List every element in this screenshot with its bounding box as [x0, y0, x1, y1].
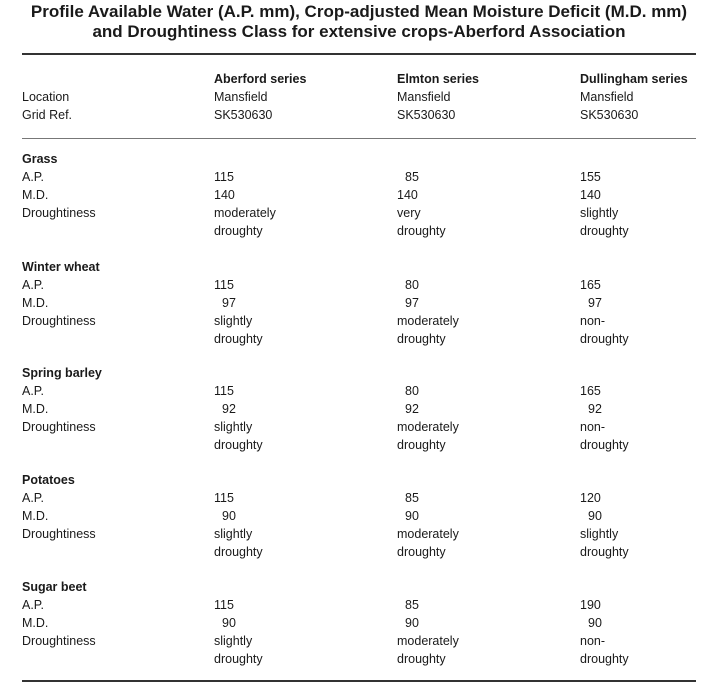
- ap-label: A.P.: [22, 278, 45, 292]
- dullingham-md-value: 90: [588, 616, 602, 630]
- dullingham-droughtiness-line-1: non-: [580, 420, 606, 434]
- aberford-droughtiness-line-2: droughty: [214, 332, 263, 346]
- ap-label: A.P.: [22, 384, 45, 398]
- dullingham-grid-ref: SK530630: [580, 108, 639, 122]
- dullingham-ap-value: 190: [580, 598, 601, 612]
- elmton-md-value: 90: [405, 509, 419, 523]
- md-label: M.D.: [22, 296, 49, 310]
- elmton-droughtiness-line-2: droughty: [397, 224, 446, 238]
- aberford-droughtiness-line-2: droughty: [214, 652, 263, 666]
- elmton-grid-ref: SK530630: [397, 108, 456, 122]
- elmton-location: Mansfield: [397, 90, 451, 104]
- droughtiness-label: Droughtiness: [22, 314, 96, 328]
- aberford-droughtiness-line-1: slightly: [214, 420, 253, 434]
- dullingham-md-value: 90: [588, 509, 602, 523]
- droughtiness-label: Droughtiness: [22, 206, 96, 220]
- elmton-md-value: 90: [405, 616, 419, 630]
- dullingham-droughtiness-line-1: slightly: [580, 206, 619, 220]
- dullingham-ap-value: 120: [580, 491, 601, 505]
- dullingham-location: Mansfield: [580, 90, 634, 104]
- aberford-ap-value: 115: [214, 384, 234, 398]
- table-title-line-2: and Droughtiness Class for extensive crops-Aberford Association: [92, 22, 626, 41]
- elmton-ap-value: 85: [405, 491, 419, 505]
- elmton-ap-value: 85: [405, 598, 419, 612]
- top-rule: [22, 53, 696, 55]
- ap-label: A.P.: [22, 491, 45, 505]
- dullingham-droughtiness-line-2: droughty: [580, 224, 629, 238]
- md-label: M.D.: [22, 402, 49, 416]
- aberford-md-value: 92: [222, 402, 236, 416]
- elmton-droughtiness-line-1: moderately: [397, 527, 459, 541]
- dullingham-droughtiness-line-2: droughty: [580, 545, 629, 559]
- ap-label: A.P.: [22, 598, 45, 612]
- droughtiness-label: Droughtiness: [22, 634, 96, 648]
- elmton-md-value: 92: [405, 402, 419, 416]
- ap-label: A.P.: [22, 170, 45, 184]
- crop-name: Spring barley: [22, 366, 102, 380]
- aberford-ap-value: 115: [214, 170, 234, 184]
- aberford-ap-value: 115: [214, 598, 234, 612]
- dullingham-md-value: 140: [580, 188, 601, 202]
- md-label: M.D.: [22, 509, 49, 523]
- table-title-line-1: Profile Available Water (A.P. mm), Crop-adjusted Mean Moisture Deficit (M.D. mm): [30, 2, 688, 21]
- elmton-droughtiness-line-1: moderately: [397, 314, 459, 328]
- elmton-md-value: 97: [405, 296, 419, 310]
- dullingham-ap-value: 165: [580, 278, 601, 292]
- column-header-aberford: Aberford series: [214, 72, 307, 86]
- aberford-md-value: 97: [222, 296, 236, 310]
- elmton-droughtiness-line-2: droughty: [397, 652, 446, 666]
- elmton-droughtiness-line-2: droughty: [397, 438, 446, 452]
- aberford-location: Mansfield: [214, 90, 268, 104]
- elmton-droughtiness-line-2: droughty: [397, 545, 446, 559]
- aberford-md-value: 90: [222, 616, 236, 630]
- dullingham-droughtiness-line-1: non-: [580, 314, 606, 328]
- dullingham-droughtiness-line-1: non-: [580, 634, 606, 648]
- aberford-ap-value: 115: [214, 491, 234, 505]
- aberford-ap-value: 115: [214, 278, 234, 292]
- header-rule: [22, 138, 696, 139]
- elmton-droughtiness-line-2: droughty: [397, 332, 446, 346]
- elmton-md-value: 140: [397, 188, 418, 202]
- droughtiness-label: Droughtiness: [22, 527, 96, 541]
- dullingham-ap-value: 165: [580, 384, 601, 398]
- column-header-elmton: Elmton series: [397, 72, 479, 86]
- dullingham-md-value: 97: [588, 296, 602, 310]
- elmton-ap-value: 80: [405, 384, 419, 398]
- dullingham-droughtiness-line-2: droughty: [580, 438, 629, 452]
- elmton-ap-value: 80: [405, 278, 419, 292]
- crop-name: Potatoes: [22, 473, 75, 487]
- aberford-md-value: 90: [222, 509, 236, 523]
- bottom-rule: [22, 680, 696, 682]
- droughtiness-label: Droughtiness: [22, 420, 96, 434]
- elmton-droughtiness-line-1: moderately: [397, 420, 459, 434]
- aberford-droughtiness-line-1: slightly: [214, 634, 253, 648]
- elmton-ap-value: 85: [405, 170, 419, 184]
- crop-name: Sugar beet: [22, 580, 87, 594]
- dullingham-ap-value: 155: [580, 170, 601, 184]
- elmton-droughtiness-line-1: moderately: [397, 634, 459, 648]
- elmton-droughtiness-line-1: very: [397, 206, 421, 220]
- dullingham-droughtiness-line-1: slightly: [580, 527, 619, 541]
- dullingham-droughtiness-line-2: droughty: [580, 652, 629, 666]
- column-header-dullingham: Dullingham series: [580, 72, 688, 86]
- aberford-droughtiness-line-1: moderately: [214, 206, 276, 220]
- aberford-grid-ref: SK530630: [214, 108, 273, 122]
- dullingham-droughtiness-line-2: droughty: [580, 332, 629, 346]
- md-label: M.D.: [22, 616, 49, 630]
- grid-ref-label: Grid Ref.: [22, 108, 73, 122]
- aberford-droughtiness-line-1: slightly: [214, 527, 253, 541]
- aberford-droughtiness-line-2: droughty: [214, 438, 263, 452]
- aberford-md-value: 140: [214, 188, 235, 202]
- md-label: M.D.: [22, 188, 49, 202]
- aberford-droughtiness-line-2: droughty: [214, 224, 263, 238]
- location-label: Location: [22, 90, 70, 104]
- crop-name: Winter wheat: [22, 260, 100, 274]
- aberford-droughtiness-line-1: slightly: [214, 314, 253, 328]
- crop-name: Grass: [22, 152, 58, 166]
- dullingham-md-value: 92: [588, 402, 602, 416]
- aberford-droughtiness-line-2: droughty: [214, 545, 263, 559]
